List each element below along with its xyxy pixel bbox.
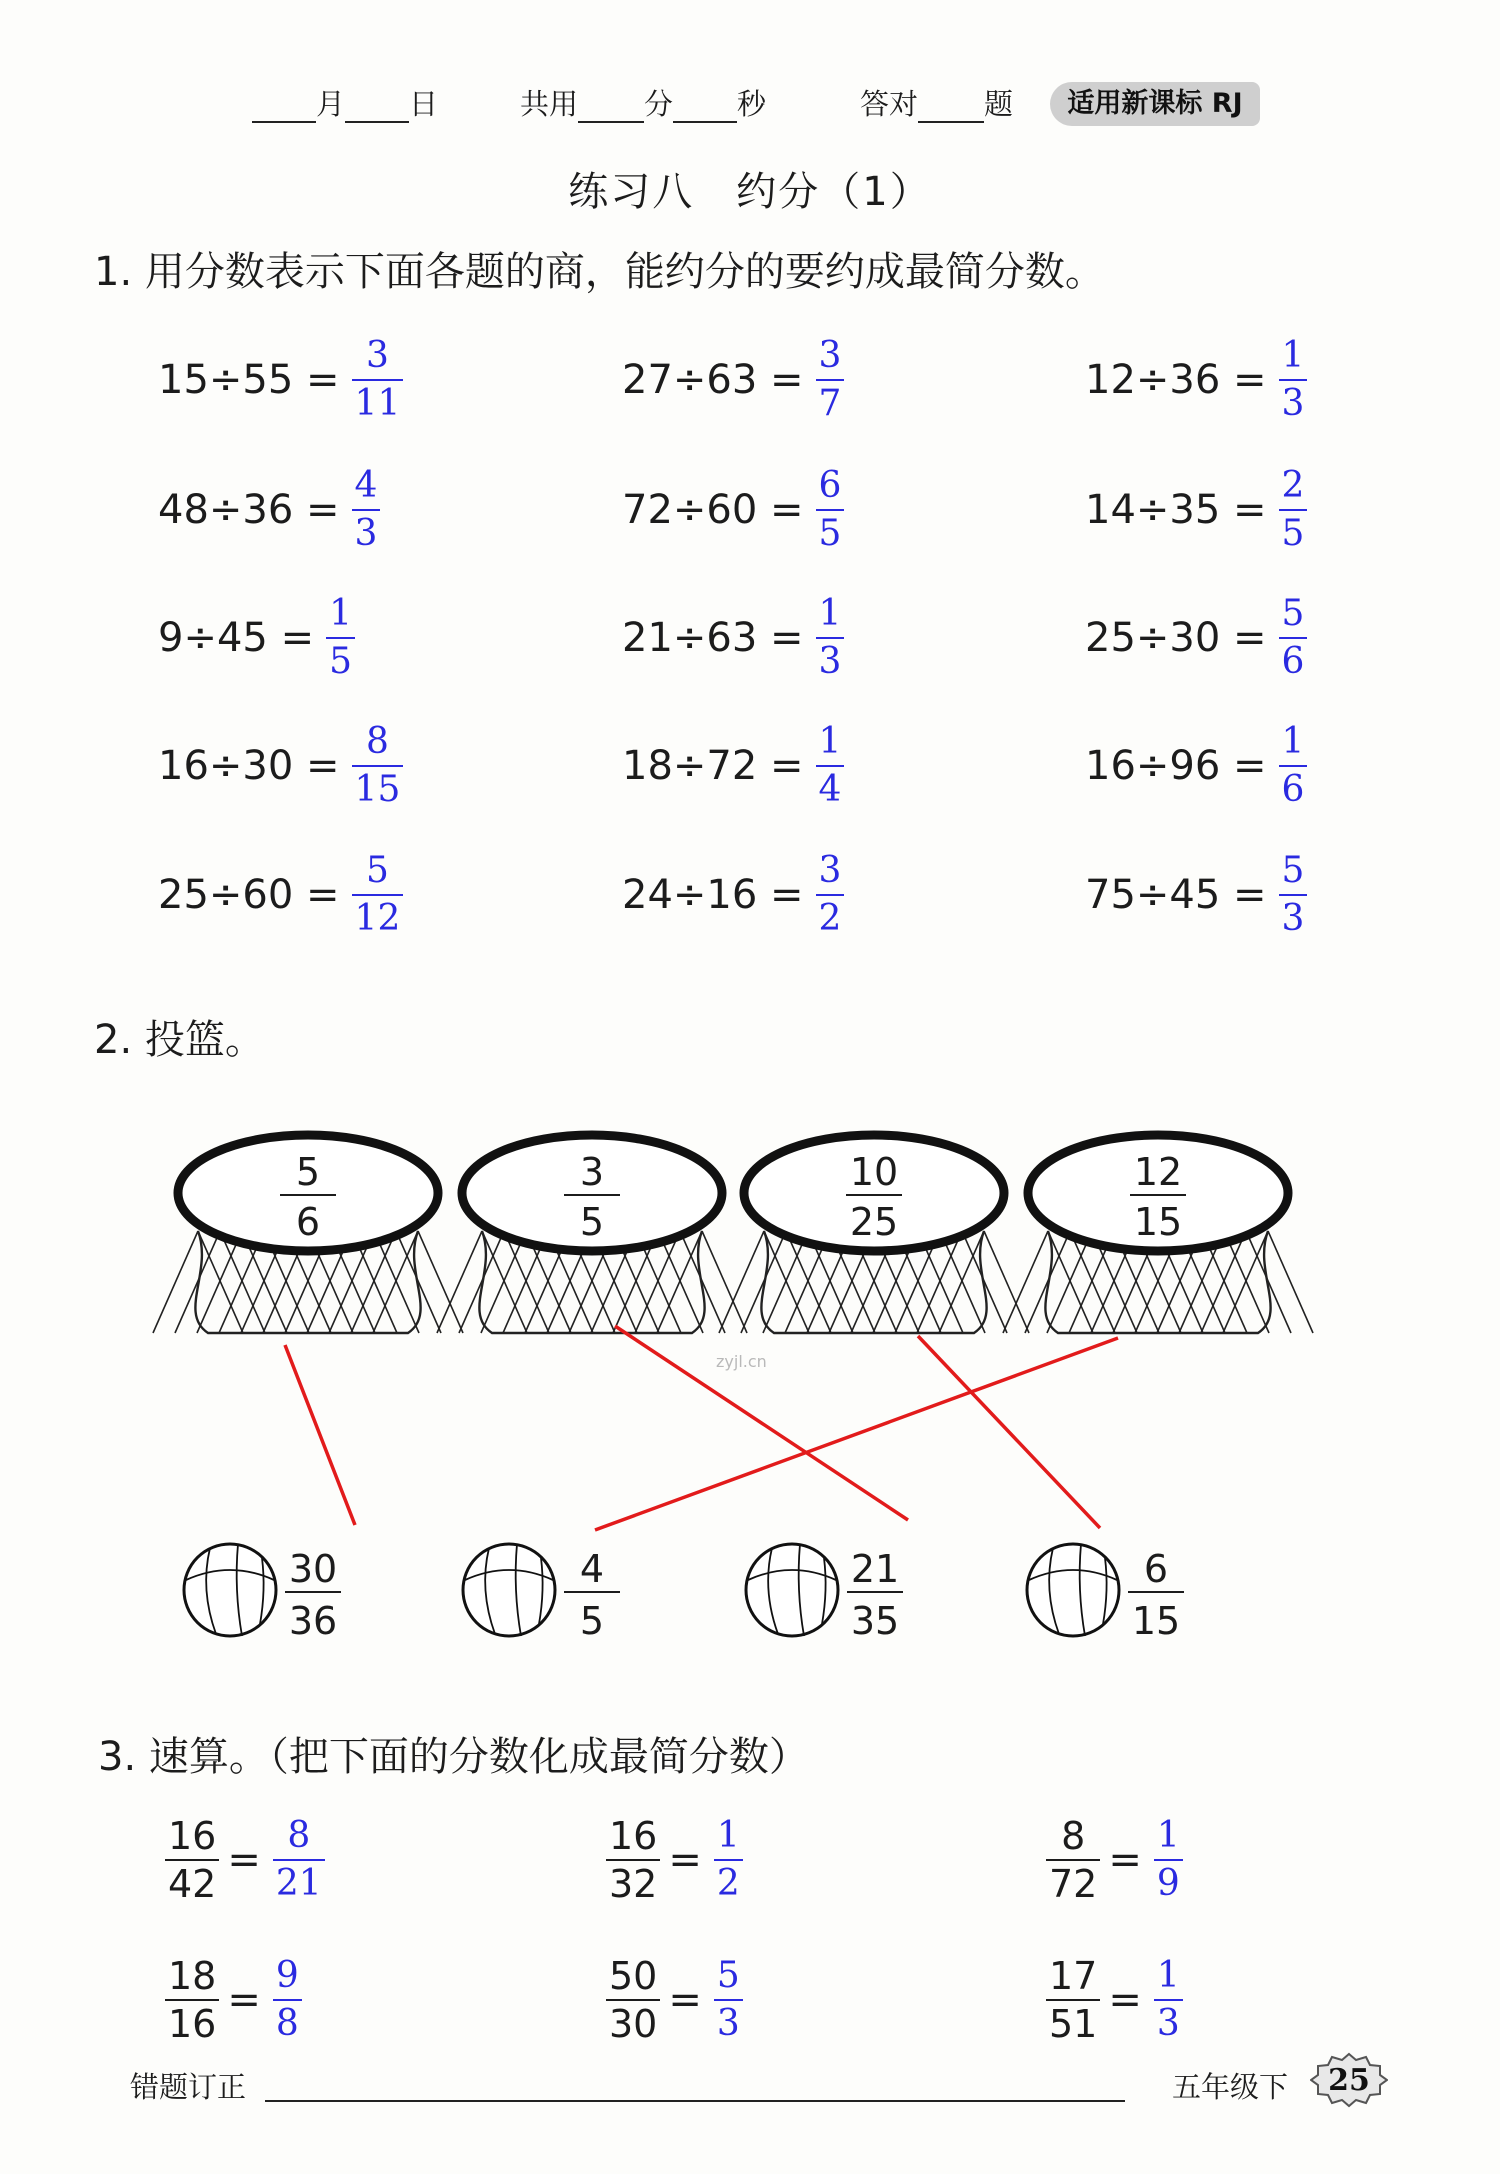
second-label: 秒 bbox=[737, 87, 767, 121]
ball-denominator: 35 bbox=[850, 1599, 900, 1643]
page-header bbox=[0, 82, 1500, 132]
division-expression: 25÷30 = bbox=[1085, 615, 1267, 661]
q1-problem bbox=[1085, 465, 1307, 555]
q3-problem bbox=[606, 1955, 743, 2045]
match-line[interactable] bbox=[918, 1336, 1100, 1528]
answer-denominator: 12 bbox=[354, 898, 401, 939]
given-fraction bbox=[606, 1813, 660, 1907]
time-field bbox=[520, 82, 766, 123]
day-label: 日 bbox=[409, 87, 439, 121]
answer-numerator: 3 bbox=[818, 850, 842, 891]
hoop-numerator: 3 bbox=[579, 1150, 605, 1194]
basket-hoop[interactable] bbox=[1003, 1135, 1313, 1333]
answer-numerator: 1 bbox=[818, 593, 842, 634]
answer-fraction[interactable] bbox=[816, 848, 845, 942]
hoop-denominator: 15 bbox=[1133, 1200, 1183, 1244]
minutes-blank[interactable] bbox=[578, 87, 644, 123]
answer-denominator: 2 bbox=[818, 898, 842, 939]
given-denominator: 16 bbox=[168, 2002, 217, 2046]
page-title: 练习八 约分（1） bbox=[568, 169, 932, 215]
answer-denominator: 3 bbox=[1281, 898, 1305, 939]
month-blank[interactable] bbox=[252, 87, 316, 123]
score-field bbox=[860, 82, 1013, 123]
answer-numerator: 1 bbox=[1156, 1815, 1180, 1856]
basketball-icon bbox=[463, 1544, 555, 1636]
answer-numerator: 5 bbox=[366, 850, 389, 891]
q1-heading: 1. 用分数表示下面各题的商，能约分的要约成最简分数。 bbox=[94, 249, 1105, 295]
answer-denominator: 2 bbox=[716, 1863, 740, 1904]
given-numerator: 16 bbox=[609, 1814, 658, 1858]
basketball[interactable] bbox=[746, 1544, 903, 1643]
q1-problem bbox=[622, 335, 844, 425]
answer-denominator: 6 bbox=[1281, 769, 1305, 810]
answer-fraction[interactable] bbox=[1279, 848, 1308, 942]
division-expression: 16÷30 = bbox=[158, 743, 340, 789]
time-used-label: 共用 bbox=[520, 87, 579, 121]
equals-sign: = bbox=[668, 1977, 702, 2023]
answer-denominator: 5 bbox=[818, 513, 842, 554]
answer-fraction[interactable] bbox=[352, 848, 404, 942]
hoop-denominator: 6 bbox=[295, 1200, 321, 1244]
q1-problem bbox=[158, 335, 403, 425]
answer-numerator: 4 bbox=[354, 465, 378, 506]
division-expression: 9÷45 = bbox=[158, 615, 315, 661]
answer-numerator: 5 bbox=[1281, 850, 1305, 891]
given-numerator: 18 bbox=[168, 1954, 217, 1998]
basket-hoop[interactable] bbox=[437, 1135, 747, 1333]
answer-fraction[interactable] bbox=[352, 463, 381, 557]
ball-denominator: 15 bbox=[1131, 1599, 1181, 1643]
given-denominator: 72 bbox=[1049, 1862, 1098, 1906]
ball-denominator: 5 bbox=[579, 1599, 605, 1643]
q2-heading: 2. 投篮。 bbox=[94, 1017, 265, 1063]
answer-denominator: 15 bbox=[354, 769, 401, 810]
division-expression: 72÷60 = bbox=[622, 487, 804, 533]
q1-problem bbox=[1085, 721, 1307, 811]
answer-numerator: 3 bbox=[818, 335, 842, 376]
given-fraction bbox=[165, 1813, 219, 1907]
answer-fraction[interactable] bbox=[273, 1813, 325, 1907]
given-denominator: 30 bbox=[609, 2002, 658, 2046]
q1-problem bbox=[622, 721, 844, 811]
division-expression: 15÷55 = bbox=[158, 357, 340, 403]
division-expression: 12÷36 = bbox=[1085, 357, 1267, 403]
correct-count-blank[interactable] bbox=[918, 87, 984, 123]
equals-sign: = bbox=[1108, 1837, 1142, 1883]
equals-sign: = bbox=[1108, 1977, 1142, 2023]
basketball[interactable] bbox=[1027, 1544, 1184, 1643]
given-numerator: 50 bbox=[609, 1954, 658, 1998]
answer-fraction[interactable] bbox=[273, 1953, 302, 2047]
corrections-label: 错题订正 bbox=[130, 2070, 247, 2104]
answer-denominator: 9 bbox=[1156, 1863, 1180, 1904]
given-denominator: 51 bbox=[1049, 2002, 1098, 2046]
answer-fraction[interactable] bbox=[1154, 1953, 1183, 2047]
answer-numerator: 5 bbox=[1281, 593, 1305, 634]
division-expression: 24÷16 = bbox=[622, 872, 804, 918]
q1-problem bbox=[158, 593, 355, 683]
minute-label: 分 bbox=[644, 87, 674, 121]
answer-fraction[interactable] bbox=[714, 1953, 743, 2047]
ball-numerator: 21 bbox=[850, 1547, 900, 1591]
answer-denominator: 11 bbox=[354, 383, 401, 424]
answer-numerator: 1 bbox=[1281, 721, 1305, 762]
basket-hoop[interactable] bbox=[153, 1135, 463, 1333]
page-number-badge bbox=[1310, 2052, 1388, 2108]
q1-problem bbox=[158, 850, 403, 940]
basketball-matching-diagram bbox=[0, 1090, 1500, 1670]
answer-denominator: 5 bbox=[1281, 513, 1305, 554]
answer-denominator: 6 bbox=[1281, 641, 1305, 682]
division-expression: 75÷45 = bbox=[1085, 872, 1267, 918]
hoop-numerator: 12 bbox=[1133, 1150, 1183, 1194]
answer-numerator: 2 bbox=[1281, 465, 1305, 506]
q1-problem bbox=[622, 593, 844, 683]
match-line[interactable] bbox=[285, 1345, 355, 1525]
division-expression: 16÷96 = bbox=[1085, 743, 1267, 789]
q3-problem bbox=[606, 1815, 743, 1905]
given-numerator: 16 bbox=[168, 1814, 217, 1858]
answer-fraction[interactable] bbox=[1154, 1813, 1183, 1907]
hoop-denominator: 5 bbox=[579, 1200, 605, 1244]
answer-fraction[interactable] bbox=[1279, 333, 1308, 427]
given-denominator: 32 bbox=[609, 1862, 658, 1906]
given-numerator: 17 bbox=[1049, 1954, 1098, 1998]
match-line[interactable] bbox=[595, 1338, 1118, 1530]
basketball-icon bbox=[184, 1544, 276, 1636]
q1-problem bbox=[622, 850, 844, 940]
division-expression: 25÷60 = bbox=[158, 872, 340, 918]
answer-fraction[interactable] bbox=[816, 719, 845, 813]
answer-numerator: 1 bbox=[329, 593, 352, 634]
corrections-line[interactable] bbox=[265, 2100, 1125, 2102]
answer-denominator: 3 bbox=[716, 2003, 740, 2044]
answer-fraction[interactable] bbox=[714, 1813, 743, 1907]
answer-denominator: 4 bbox=[818, 769, 842, 810]
given-fraction bbox=[1046, 1813, 1100, 1907]
given-fraction bbox=[165, 1953, 219, 2047]
answer-denominator: 3 bbox=[818, 641, 842, 682]
division-expression: 21÷63 = bbox=[622, 615, 804, 661]
q3-problem bbox=[165, 1955, 302, 2045]
basketball[interactable] bbox=[184, 1544, 341, 1643]
equals-sign: = bbox=[227, 1837, 261, 1883]
grade-label: 五年级下 bbox=[1172, 2070, 1289, 2104]
question-label: 题 bbox=[984, 87, 1014, 121]
answer-fraction[interactable] bbox=[352, 333, 404, 427]
answer-numerator: 1 bbox=[1281, 335, 1305, 376]
answer-fraction[interactable] bbox=[1279, 463, 1308, 557]
answer-numerator: 1 bbox=[1156, 1955, 1180, 1996]
equals-sign: = bbox=[668, 1837, 702, 1883]
q1-problem bbox=[158, 721, 403, 811]
hoop-denominator: 25 bbox=[849, 1200, 899, 1244]
given-fraction bbox=[606, 1953, 660, 2047]
watermark: zyjl.cn bbox=[716, 1352, 767, 1371]
ball-numerator: 6 bbox=[1143, 1547, 1169, 1591]
seconds-blank[interactable] bbox=[673, 87, 737, 123]
answer-denominator: 5 bbox=[329, 641, 352, 682]
basketball[interactable] bbox=[463, 1544, 620, 1643]
answer-fraction[interactable] bbox=[1279, 591, 1308, 685]
month-label: 月 bbox=[316, 87, 346, 121]
answer-fraction[interactable] bbox=[352, 719, 404, 813]
given-denominator: 42 bbox=[168, 1862, 217, 1906]
q3-problem bbox=[1046, 1955, 1183, 2045]
answer-fraction[interactable] bbox=[1279, 719, 1308, 813]
answer-denominator: 21 bbox=[275, 1863, 322, 1904]
page-number: 25 bbox=[1328, 2063, 1370, 2098]
q1-problem bbox=[622, 465, 844, 555]
answer-denominator: 3 bbox=[1156, 2003, 1180, 2044]
answer-numerator: 3 bbox=[366, 335, 389, 376]
day-blank[interactable] bbox=[345, 87, 409, 123]
q1-problem bbox=[1085, 335, 1307, 425]
answer-fraction[interactable] bbox=[326, 591, 355, 685]
ball-numerator: 30 bbox=[288, 1547, 338, 1591]
answer-denominator: 3 bbox=[1281, 383, 1305, 424]
q1-problem bbox=[1085, 593, 1307, 683]
ball-denominator: 36 bbox=[288, 1599, 338, 1643]
q1-problem bbox=[158, 465, 380, 555]
basketball-icon bbox=[1027, 1544, 1119, 1636]
answer-numerator: 8 bbox=[366, 721, 389, 762]
answer-numerator: 1 bbox=[818, 721, 842, 762]
division-expression: 14÷35 = bbox=[1085, 487, 1267, 533]
answer-fraction[interactable] bbox=[816, 333, 845, 427]
equals-sign: = bbox=[227, 1977, 261, 2023]
q3-problem bbox=[165, 1815, 325, 1905]
answer-numerator: 9 bbox=[275, 1955, 299, 1996]
q3-problem bbox=[1046, 1815, 1183, 1905]
edition-badge: 适用新课标 RJ bbox=[1050, 82, 1260, 126]
basket-hoop[interactable] bbox=[719, 1135, 1029, 1333]
date-field bbox=[252, 82, 438, 123]
answer-numerator: 6 bbox=[818, 465, 842, 506]
answer-fraction[interactable] bbox=[816, 463, 845, 557]
answer-numerator: 8 bbox=[287, 1815, 311, 1856]
division-expression: 27÷63 = bbox=[622, 357, 804, 403]
hoop-numerator: 5 bbox=[295, 1150, 321, 1194]
answer-numerator: 1 bbox=[716, 1815, 740, 1856]
given-numerator: 8 bbox=[1061, 1814, 1086, 1858]
hoop-numerator: 10 bbox=[849, 1150, 899, 1194]
ball-numerator: 4 bbox=[579, 1547, 605, 1591]
given-fraction bbox=[1046, 1953, 1100, 2047]
answer-numerator: 5 bbox=[716, 1955, 740, 1996]
division-expression: 48÷36 = bbox=[158, 487, 340, 533]
q3-heading: 3. 速算。（把下面的分数化成最简分数） bbox=[98, 1734, 809, 1780]
q1-problem bbox=[1085, 850, 1307, 940]
basketball-icon bbox=[746, 1544, 838, 1636]
correct-label: 答对 bbox=[860, 87, 919, 121]
answer-fraction[interactable] bbox=[816, 591, 845, 685]
division-expression: 18÷72 = bbox=[622, 743, 804, 789]
answer-denominator: 7 bbox=[818, 383, 842, 424]
answer-denominator: 3 bbox=[354, 513, 378, 554]
answer-denominator: 8 bbox=[275, 2003, 299, 2044]
